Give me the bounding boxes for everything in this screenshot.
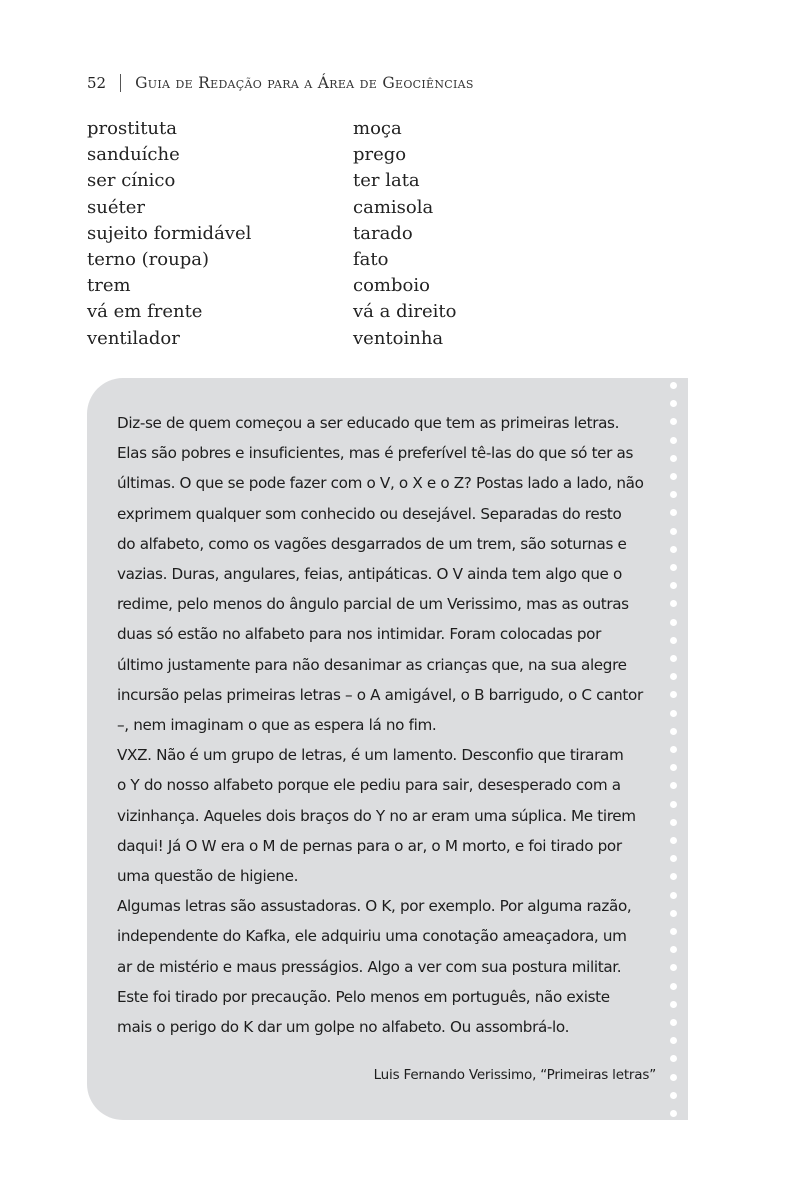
word-pair-list <box>87 116 456 352</box>
quote-line: VXZ. Não é um grupo de letras, é um lamento. Desconfio que tiraram <box>117 746 624 765</box>
perforation-dot <box>670 728 677 735</box>
perforation-dot <box>670 892 677 899</box>
quote-line: daqui! Já O W era o M de pernas para o ar, o M morto, e foi tirado por <box>117 836 622 855</box>
word-pair-row <box>87 299 456 325</box>
perforation-dot <box>670 964 677 971</box>
perforation-dot <box>670 910 677 917</box>
perforation-dot <box>670 473 677 480</box>
perforation-dot <box>670 928 677 935</box>
perforation-dot <box>670 1001 677 1008</box>
word-pair-row <box>87 221 456 247</box>
quote-line: vizinhança. Aqueles dois braços do Y no ar eram uma súplica. Me tirem <box>117 806 636 825</box>
perforation-dot <box>670 1110 677 1117</box>
word-portuguese: comboio <box>353 275 430 297</box>
word-portuguese: ventoinha <box>353 327 444 349</box>
word-pair-row <box>87 247 456 273</box>
perforation-dot <box>670 582 677 589</box>
perforation-dot <box>670 946 677 953</box>
perforation-dot <box>670 400 677 407</box>
perforation-dot <box>670 619 677 626</box>
perforation-dot <box>670 528 677 535</box>
word-brazilian: sujeito formidável <box>87 222 252 244</box>
perforation-dot <box>670 673 677 680</box>
quote-line: o Y do nosso alfabeto porque ele pediu para sair, desesperado com a <box>117 776 621 795</box>
perforation-dot <box>670 509 677 516</box>
quote-line: redime, pelo menos do ângulo parcial de um Verissimo, mas as outras <box>117 595 629 614</box>
word-portuguese: moça <box>353 118 402 139</box>
perforation-dot <box>670 1055 677 1062</box>
word-brazilian: trem <box>87 275 131 297</box>
quote-line: Algumas letras são assustadoras. O K, por exemplo. Por alguma razão, <box>117 897 632 916</box>
perforation-dot <box>670 873 677 880</box>
quote-box <box>87 378 688 1120</box>
perforation-dot <box>670 564 677 571</box>
perforation-dot <box>670 382 677 389</box>
quote-line: uma questão de higiene. <box>117 867 299 886</box>
perforation-dot <box>670 1037 677 1044</box>
word-pair-row <box>87 273 456 299</box>
perforation-dot <box>670 855 677 862</box>
perforation-dot <box>670 455 677 462</box>
perforation-dot <box>670 1019 677 1026</box>
word-brazilian: terno (roupa) <box>87 248 209 270</box>
word-portuguese: vá a direito <box>353 301 457 323</box>
book-title: Guia de Redação para a Área de Geociências <box>135 74 474 92</box>
perforation-dot <box>670 691 677 698</box>
perforation-dot <box>670 983 677 990</box>
word-portuguese: tarado <box>353 222 413 244</box>
quote-line: duas só estão no alfabeto para nos intimidar. Foram colocadas por <box>117 625 602 644</box>
quote-attribution: Luis Fernando Verissimo, “Primeiras letras” <box>373 1067 656 1083</box>
quote-line: últimas. O que se pode fazer com o V, o X e o Z? Postas lado a lado, não <box>117 474 644 493</box>
word-portuguese: camisola <box>353 196 434 218</box>
perforation-dot <box>670 819 677 826</box>
quote-line: do alfabeto, como os vagões desgarrados de um trem, são soturnas e <box>117 534 627 553</box>
quote-line: ar de mistério e maus presságios. Algo a ver com sua postura militar. <box>117 957 622 976</box>
word-brazilian: ser cínico <box>87 170 176 192</box>
word-pair-row <box>87 195 456 221</box>
word-brazilian: ventilador <box>87 327 180 349</box>
perforation-dot <box>670 801 677 808</box>
word-pair-row <box>87 116 456 142</box>
quote-line: incursão pelas primeiras letras – o A amigável, o B barrigudo, o C cantor <box>117 685 643 704</box>
header-divider <box>120 74 121 92</box>
perforation-dot <box>670 746 677 753</box>
word-brazilian: suéter <box>87 196 145 218</box>
perforation-dot <box>670 546 677 553</box>
quote-line: exprimem qualquer som conhecido ou desejável. Separadas do resto <box>117 504 622 523</box>
word-portuguese: ter lata <box>353 170 420 192</box>
page-number: 52 <box>87 74 107 92</box>
perforation-dot <box>670 1092 677 1099</box>
quote-line: Diz-se de quem começou a ser educado que tem as primeiras letras. <box>117 414 620 432</box>
word-brazilian: sanduíche <box>87 144 180 166</box>
quote-line: –, nem imaginam o que as espera lá no fim. <box>117 716 437 735</box>
word-pair-row <box>87 326 456 352</box>
word-portuguese: fato <box>353 248 389 270</box>
perforation-dot <box>670 837 677 844</box>
word-brazilian: vá em frente <box>87 301 203 323</box>
quote-line: mais o perigo do K dar um golpe no alfabeto. Ou assombrá-lo. <box>117 1018 570 1037</box>
perforation-dot <box>670 655 677 662</box>
quote-line: independente do Kafka, ele adquiriu uma conotação ameaçadora, um <box>117 927 627 946</box>
perforation-dot <box>670 782 677 789</box>
word-pair-row <box>87 142 456 168</box>
quote-line: Elas são pobres e insuficientes, mas é preferível tê-las do que só ter as <box>117 444 634 463</box>
word-portuguese: prego <box>353 144 407 166</box>
word-pair-row <box>87 168 456 194</box>
perforation-dots <box>670 382 677 1116</box>
perforation-dot <box>670 600 677 607</box>
quote-line: Este foi tirado por precaução. Pelo menos em português, não existe <box>117 987 610 1006</box>
running-header <box>87 74 474 92</box>
perforation-dot <box>670 710 677 717</box>
perforation-dot <box>670 1074 677 1081</box>
quote-text <box>117 408 662 1042</box>
perforation-dot <box>670 437 677 444</box>
perforation-dot <box>670 764 677 771</box>
word-brazilian: prostituta <box>87 118 177 139</box>
perforation-dot <box>670 491 677 498</box>
perforation-dot <box>670 637 677 644</box>
quote-line: vazias. Duras, angulares, feias, antipáticas. O V ainda tem algo que o <box>117 565 622 584</box>
perforation-dot <box>670 418 677 425</box>
quote-line: último justamente para não desanimar as crianças que, na sua alegre <box>117 655 627 674</box>
